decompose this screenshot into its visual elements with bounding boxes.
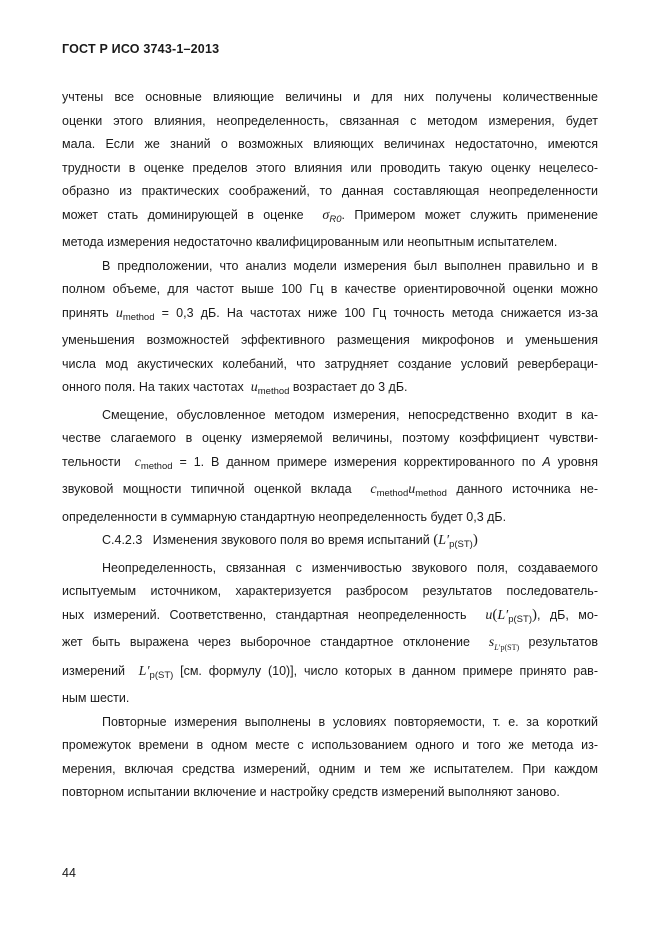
text-run: = 1. В данном примере измерения корректированного по [172,454,536,469]
text-line: Смещение, обусловленное методом измерения, непосредственно входит в ка- [102,407,598,422]
s-subscript [494,643,519,652]
document-body [62,86,598,805]
text-run: . Примером может служить применение [341,207,598,222]
text-run: результатов [519,635,599,649]
text-run: = 0,3 дБ. На частотах ниже 100 Гц точность метода снижается из-за [154,305,598,320]
paren-close: ) [472,532,478,548]
u-subscript: method [415,488,447,499]
paragraph-2 [62,255,598,404]
c-method-symbol [135,455,173,470]
text-run: уровня [550,454,598,469]
text-line: полном объеме, для частот выше 100 Гц в качестве ориентировочной оценки можно [62,282,598,296]
text-run: возрастает до 3 дБ. [289,380,408,394]
u-subscript: method [257,386,290,397]
text-run: онного поля. На таких частотах [62,380,244,394]
sigma-letter: σ [322,207,330,223]
prime-mark: ′ [146,663,150,679]
paragraph-4 [62,557,598,711]
u-letter: u [250,380,258,395]
prime-mark: ′ [505,607,509,623]
a-weighting-letter: A [542,454,551,469]
text-line [62,631,598,660]
prime-mark: ′ [498,643,501,652]
text-line: трудности в оценке пределов этого влияния или проводить такую оценку нецелесо- [62,160,598,175]
c-letter: c [134,454,141,470]
text-run: жет быть выражена через выборочное стандартное отклонение [62,635,470,649]
l-letter: L [438,533,447,548]
l-subscript: p(ST) [449,539,473,550]
section-number: C.4.2.3 [102,533,143,547]
sound-level-symbol [438,533,473,548]
text-line: ным шести. [62,691,130,705]
text-line: оценки этого влияния, неопределенность, связанная с методом измерения, будет [62,113,598,128]
paragraph-1 [62,86,598,255]
text-run: [см. формулу (10)], число которых в данном примере принято рав- [173,663,598,678]
u-letter: u [485,607,493,623]
text-run: звуковой мощности типичной оценкой вклада [62,482,352,496]
prime-mark: ′ [446,533,450,548]
l-letter: L [494,643,499,652]
std-deviation-symbol [489,635,519,650]
text-line: числа мод акустических колебаний, что затрудняет создание условий реверберaци- [62,356,598,371]
text-line: испытуемым источником, характеризуется разбросом результатов последователь- [62,584,598,598]
s-letter: s [488,635,495,650]
text-line: Повторные измерения выполнены в условиях повторяемости, т. е. за короткий [102,714,598,729]
u-method-symbol [251,380,290,395]
text-line [62,376,598,404]
paragraph-3 [62,404,598,530]
sigma-symbol [322,208,341,223]
uncertainty-symbol [485,608,537,623]
text-run: тельности [62,454,121,469]
text-line [62,451,598,479]
c-letter: c [370,482,377,497]
text-line: метода измерения недостаточно квалифицированным или неопытным испытателем. [62,235,558,249]
l-subscript: p(ST) [149,669,174,681]
text-run: измерений [62,663,126,678]
u-letter: u [115,305,123,321]
u-method-symbol [116,306,155,321]
sigma-subscript: R0 [329,213,342,225]
text-run: , дБ, мо- [536,607,598,622]
c-subscript: method [140,460,173,472]
text-line [62,204,598,232]
text-line [62,660,598,688]
paren-close: ) [531,606,537,623]
l-subscript: p(ST) [500,643,520,652]
text-line: честве слагаемого в оценку измеряемой величины, поэтому коэффициент чувстви- [62,431,598,445]
u-letter: u [408,482,416,497]
c-u-product-symbol [370,482,447,497]
text-line [62,302,598,330]
c-subscript: method [376,488,409,499]
text-line: мала. Если же знаний о возможных влияющих величинах недостаточно, имеются [62,137,598,151]
paren-open: ( [492,606,498,623]
text-line [62,604,598,632]
text-line: образно из практических соображений, то данная составляющая неопределенности [62,184,598,198]
l-letter: L [138,663,147,679]
text-run: принять [62,305,109,320]
text-line: промежуток времени в одном месте с использованием одного и того же метода из- [62,738,598,752]
u-subscript: method [122,311,155,323]
l-subscript: p(ST) [508,613,532,625]
text-run: может стать доминирующей в оценке [62,207,304,222]
sound-level-symbol [139,664,174,679]
document-header: ГОСТ Р ИСО 3743-1–2013 [62,42,220,56]
section-title: Изменения звукового поля во время испытаний [152,533,430,547]
paren-open: ( [433,532,439,548]
text-run: ных измерений. Соответственно, стандартная неопределенность [62,607,467,622]
text-line: Неопределенность, связанная с изменчивостью звукового поля, создаваемого [102,560,598,575]
text-line: определенности в суммарную стандартную неопределенность будет 0,3 дБ. [62,509,507,524]
text-line: мерения, включая средства измерений, одним и тем же испытателем. При каждом [62,761,598,776]
text-line: учтены все основные влияющие величины и для них получены количественные [62,90,598,104]
paragraph-5 [62,711,598,805]
text-line [62,529,598,557]
text-line: уменьшения возможностей эффективного размещения микрофонов и уменьшения [62,333,598,347]
page-number: 44 [62,866,76,880]
text-line [62,478,598,506]
text-run: данного источника не- [446,482,598,496]
text-line: В предположении, что анализ модели измерения был выполнен правильно и в [102,258,598,273]
text-line: повторном испытании включение и настройку средств измерений выполняют заново. [62,785,560,799]
section-heading [62,529,598,557]
l-letter: L [497,607,506,623]
